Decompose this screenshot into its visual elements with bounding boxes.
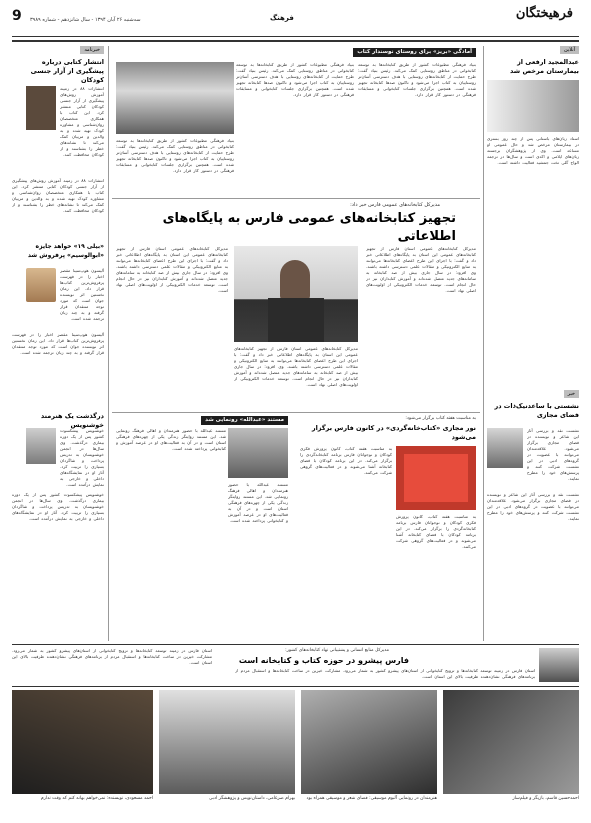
main-headline: تجهیز کتابخانه‌های عمومی فارس به پایگاه‌های اطلاعاتی xyxy=(162,211,456,244)
story-headline: عبدالمجید ارفعی از بیمارستان مرخص شد xyxy=(510,58,579,75)
photo-strip xyxy=(12,688,579,814)
speaker-figure xyxy=(280,260,310,300)
strip-caption: هنرمندان در رونمایی آلبوم موسیقی: فضای شعر و موسیقی همراه بود xyxy=(306,796,437,801)
story-headline: نور مجازی «کتاب‌خانه‌گردی» در کانون فارس برگزار می‌شود xyxy=(311,424,476,441)
story-headline: نشستی با ساعدنیک‌ذات در فضای مجازی xyxy=(494,402,579,419)
middle-left-story xyxy=(112,414,292,610)
item-title: «بیلی ۱۹» خواهد جایزه «ابوالوسیم» پرفروش شد xyxy=(27,243,104,259)
strip-caption: بهرام ضرغامی، داستان‌نویس و پژوهشگر ادبی xyxy=(209,796,295,801)
banner-headline: فارس پیشرو در حوزه کتاب و کتابخانه است xyxy=(238,656,409,665)
story-kicker: به مناسبت هفته کتاب برگزار می‌شود: xyxy=(405,416,476,421)
main-body: مدیرکل کتابخانه‌های عمومی استان فارس از تجهیز کتابخانه‌های عمومی این استان به پایگاه‌های اطلاعاتی خبر داد و گفت: با اجرای این طرح اعضای کتابخانه‌ها می‌توانند به منابع الکترونیکی و مقالات علمی دسترسی داشته باشند. وی افزود: در سال جاری بیش از صد کتابخانه به سامانه‌های جدید متصل شده‌اند و آموزش کتابداران نیز در حال انجام است. توسعه خدمات الکترونیکی از اولویت‌های اصلی نهاد است. xyxy=(366,246,476,293)
header-rule xyxy=(12,36,579,37)
page-number: 9 xyxy=(12,8,22,24)
story-body-col2: به مناسبت هفته کتاب، کانون پرورش فکری کودکان و نوجوانان فارس برنامه کتابخانه‌گردی را برگزار می‌کند. در این برنامه کودکان با فضای کتابخانه آشنا می‌شوند و در فعالیت‌های گروهی شرکت می‌کنند. xyxy=(396,514,476,549)
banner-body-col2: استان فارس در زمینه توسعه کتابخانه‌ها و ترویج کتابخوانی از استان‌های پیشرو کشور به شمار می‌رود. مشارکت خیرین در ساخت کتابخانه‌ها و استقبال مردم از برنامه‌های فرهنگی نشان‌دهنده ظرفیت بالای این استان است. xyxy=(12,648,212,665)
portrait-photo xyxy=(487,80,579,132)
left-column xyxy=(12,46,104,641)
strip-photo xyxy=(12,690,153,794)
story-body-continued: نشست نقد و بررسی آثار این شاعر و نویسنده در فضای مجازی برگزار می‌شود. علاقه‌مندان می‌توانند با عضویت در گروه‌های ادبی در این نشست شرکت کنند و پرسش‌های خود را مطرح نمایند. xyxy=(487,492,579,521)
item-title: انتشار کتابی درباره پیشگیری از آزار جنسی کودکان xyxy=(30,58,104,84)
story-body-col3: بنیاد فرهنگی مطبوعات کشور از طریق کتابخانه‌ها به توسعه کتابخوانی در مناطق روستایی کمک می‌کند. رئیس بنیاد گفت: طرح حمایت از کتابخانه‌های روستایی با هدف دسترسی آسان‌تر روستاییان به کتاب اجرا می‌شود و تاکنون صدها کتابخانه تجهیز شده است. همچنین برگزاری جلسات کتابخوانی و مسابقات فرهنگی در دستور کار قرار دارد. xyxy=(116,138,234,173)
strip-caption: احمدحسین قاسم، بازیگر و فیلم‌ساز xyxy=(512,796,579,801)
story-body: مستند عبدالله با حضور هنرمندان و اهالی فرهنگ رونمایی شد. این مستند روایتگر زندگی یکی از چهره‌های فرهنگی استان است و در آن به فعالیت‌های او در عرصه آموزش و کتابخوانی پرداخته شده است. xyxy=(116,428,226,451)
right-column xyxy=(487,46,579,641)
book-cover-image xyxy=(26,86,56,130)
item-body: خوشنویس پیشکسوت کشور پس از یک دوره بیماری درگذشت. وی سال‌ها در انجمن خوشنویسان به تدریس پرداخت و شاگردان بسیاری را تربیت کرد. آثار او در نمایشگاه‌های داخلی و خارجی به نمایش درآمده است. xyxy=(60,428,104,487)
divider xyxy=(112,412,480,413)
banner-portrait xyxy=(539,648,579,682)
documentary-photo xyxy=(228,428,288,478)
dateline: سه‌شنبه ۲۶ آبان ۱۳۹۴ - سال شانزدهم - شماره ۳۹۸۹ xyxy=(30,17,141,23)
item-body-continued: انتشارات ۸۸ در زمینه آموزش روش‌های پیشگیری از آزار جنسی کودکان کتابی منتشر کرد. این کتاب با همکاری متخصصان روان‌شناسی و مشاوره کودک تهیه شده و به والدین و مربیان کمک می‌کند تا نشانه‌های خطر را بشناسند و از کودکان محافظت کنند. xyxy=(12,178,104,213)
story-body-col2: مستند عبدالله با حضور هنرمندان و اهالی فرهنگ رونمایی شد. این مستند روایتگر زندگی یکی از چهره‌های فرهنگی استان است و در آن به فعالیت‌های او در عرصه آموزش و کتابخوانی پرداخته شده است. xyxy=(228,482,288,523)
column-divider xyxy=(108,46,109,641)
divider xyxy=(112,198,480,199)
poster-inner xyxy=(404,454,468,502)
banner-kicker: مدیرکل منابع انسانی و پشتیبانی نهاد کتابخانه‌های کشور: xyxy=(285,648,389,653)
masthead-logo: فرهیختگان xyxy=(515,6,573,21)
header-rule-thick xyxy=(12,40,579,42)
item-body-continued: خوشنویس پیشکسوت کشور پس از یک دوره بیماری درگذشت. وی سال‌ها در انجمن خوشنویسان به تدریس پرداخت و شاگردان بسیاری را تربیت کرد. آثار او در نمایشگاه‌های داخلی و خارجی به نمایش درآمده است. xyxy=(12,492,104,521)
podium xyxy=(268,298,324,342)
story-body: بنیاد فرهنگی مطبوعات کشور از طریق کتابخانه‌ها به توسعه کتابخوانی در مناطق روستایی کمک می‌کند. رئیس بنیاد گفت: طرح حمایت از کتابخانه‌های روستایی با هدف دسترسی آسان‌تر روستاییان به کتاب اجرا می‌شود و تاکنون صدها کتابخانه تجهیز شده است. همچنین برگزاری جلسات کتابخوانی و مسابقات فرهنگی در دستور کار قرار دارد. xyxy=(358,62,476,97)
story-headline: آمادگی «بریز» برای روستای نوسندار کتاب xyxy=(353,48,476,57)
divider xyxy=(12,686,579,687)
banner-body: استان فارس در زمینه توسعه کتابخانه‌ها و ترویج کتابخوانی از استان‌های پیشرو کشور به شمار می‌رود. مشارکت خیرین در ساخت کتابخانه‌ها و استقبال مردم از برنامه‌های فرهنگی نشان‌دهنده ظرفیت بالای این استان است. xyxy=(235,668,535,679)
bottom-banner xyxy=(12,646,579,684)
top-center-story xyxy=(112,46,480,196)
top-story-photo xyxy=(116,62,234,134)
section-label: خبر xyxy=(564,390,579,398)
author-portrait xyxy=(26,268,56,302)
main-body-col2: مدیرکل کتابخانه‌های عمومی استان فارس از تجهیز کتابخانه‌های عمومی این استان به پایگاه‌های اطلاعاتی خبر داد و گفت: با اجرای این طرح اعضای کتابخانه‌ها می‌توانند به منابع الکترونیکی و مقالات علمی دسترسی داشته باشند. وی افزود: در سال جاری بیش از صد کتابخانه به سامانه‌های جدید متصل شده‌اند و آموزش کتابداران نیز در حال انجام است. توسعه خدمات الکترونیکی از اولویت‌های اصلی نهاد است. xyxy=(116,246,228,293)
main-story-photo xyxy=(234,246,358,342)
story-headline: مستند «عبدالله» رونمایی شد xyxy=(201,416,288,425)
artist-portrait xyxy=(26,428,56,464)
story-body: استاد زبان‌های باستانی پس از چند روز بستری در بیمارستان مرخص شد و حال عمومی او مساعد است. وی از پژوهشگران برجسته زبان‌های ایلامی و اکدی است و سال‌ها در ترجمه الواح گلی تخت جمشید فعالیت داشته است. xyxy=(487,136,579,165)
item-body: آلیسون هوپ‌سینا مقصر اخبار را در فهرست پرفروش‌ترین کتاب‌ها قرار داد. این رمان نخستین اثر نویسنده جوان است که مورد توجه منتقدان قرار گرفته و به چند زبان ترجمه شده است. xyxy=(60,268,104,321)
story-body-col2: بنیاد فرهنگی مطبوعات کشور از طریق کتابخانه‌ها به توسعه کتابخوانی در مناطق روستایی کمک می‌کند. رئیس بنیاد گفت: طرح حمایت از کتابخانه‌های روستایی با هدف دسترسی آسان‌تر روستاییان به کتاب اجرا می‌شود و تاکنون صدها کتابخانه تجهیز شده است. همچنین برگزاری جلسات کتابخوانی و مسابقات فرهنگی در دستور کار قرار دارد. xyxy=(236,62,354,97)
main-body-col3: مدیرکل کتابخانه‌های عمومی استان فارس از تجهیز کتابخانه‌های عمومی این استان به پایگاه‌های اطلاعاتی خبر داد و گفت: با اجرای این طرح اعضای کتابخانه‌ها می‌توانند به منابع الکترونیکی و مقالات علمی دسترسی داشته باشند. وی افزود: در سال جاری بیش از صد کتابخانه به سامانه‌های جدید متصل شده‌اند و آموزش کتابداران نیز در حال انجام است. توسعه خدمات الکترونیکی از اولویت‌های اصلی نهاد است. xyxy=(234,346,358,387)
item-title: درگذشت یک هنرمند خوشنویس xyxy=(40,412,104,429)
section-title: فرهنگ xyxy=(270,14,294,22)
strip-photo xyxy=(443,690,579,794)
main-story xyxy=(112,200,480,408)
section-label: خبرنامه xyxy=(80,46,104,54)
section-label: آنلاین xyxy=(560,46,579,54)
column-divider xyxy=(483,46,484,641)
strip-caption: احمد مسعودی، نویسنده: نمی‌خواهم بهانه کنم که وقت ندارم xyxy=(40,796,153,801)
divider xyxy=(12,644,579,645)
event-poster xyxy=(396,446,476,510)
strip-photo xyxy=(301,690,437,794)
story-body: به مناسبت هفته کتاب، کانون پرورش فکری کودکان و نوجوانان فارس برنامه کتابخانه‌گردی را برگزار می‌کند. در این برنامه کودکان با فضای کتابخانه آشنا می‌شوند و در فعالیت‌های گروهی شرکت می‌کنند. xyxy=(300,446,392,475)
item-body: انتشارات ۸۸ در زمینه آموزش روش‌های پیشگیری از آزار جنسی کودکان کتابی منتشر کرد. این کتاب با همکاری متخصصان روان‌شناسی و مشاوره کودک تهیه شده و به والدین و مربیان کمک می‌کند تا نشانه‌های خطر را بشناسند و از کودکان محافظت کنند. xyxy=(60,86,104,157)
story-body: نشست نقد و بررسی آثار این شاعر و نویسنده در فضای مجازی برگزار می‌شود. علاقه‌مندان می‌توانند با عضویت در گروه‌های ادبی در این نشست شرکت کنند و پرسش‌های خود را مطرح نمایند. xyxy=(527,428,579,481)
middle-right-story xyxy=(296,414,480,610)
main-kicker: مدیرکل کتابخانه‌های عمومی فارس خبر داد: xyxy=(350,202,440,208)
poet-portrait xyxy=(487,428,523,468)
strip-photo xyxy=(159,690,295,794)
item-body-continued: آلیسون هوپ‌سینا مقصر اخبار را در فهرست پرفروش‌ترین کتاب‌ها قرار داد. این رمان نخستین اثر نویسنده جوان است که مورد توجه منتقدان قرار گرفته و به چند زبان ترجمه شده است. xyxy=(12,332,104,355)
